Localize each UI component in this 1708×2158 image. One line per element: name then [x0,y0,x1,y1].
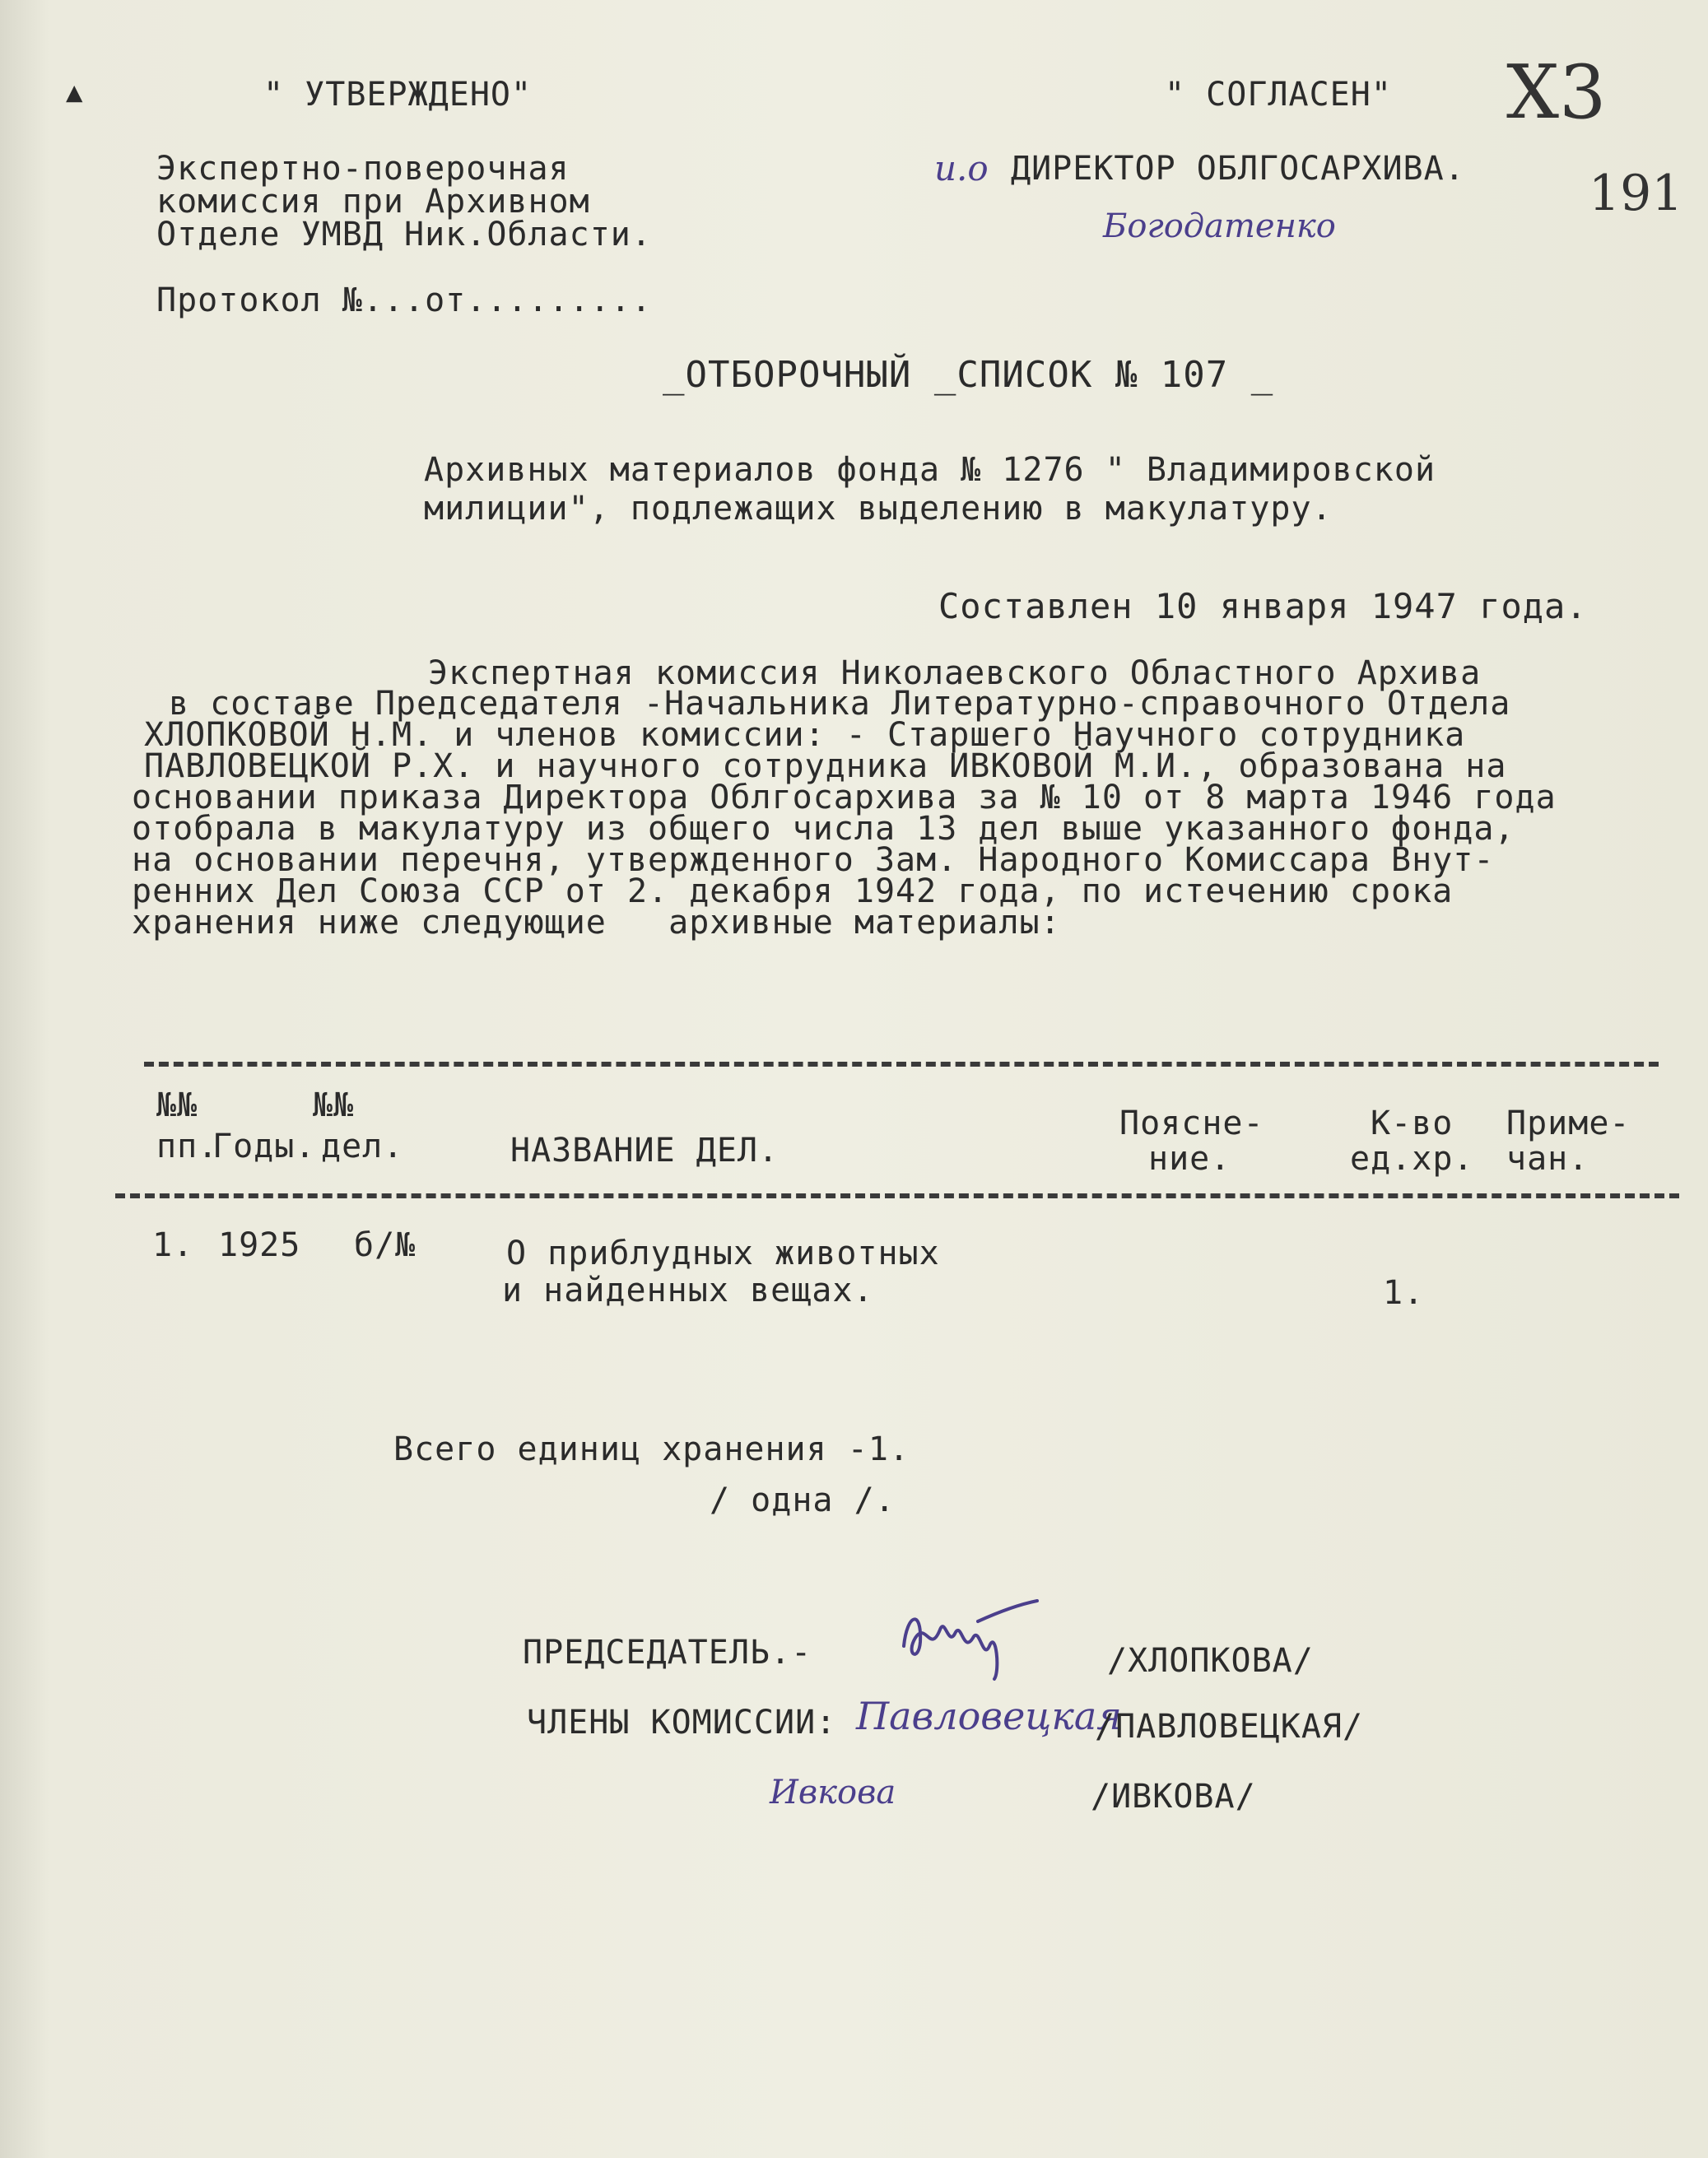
paragraph-line-4: ПАВЛОВЕЦКОЙ Р.Х. и научного сотрудника ИВКОВОЙ М.И., образована на [144,747,1507,785]
subtitle-line-1: Архивных материалов фонда № 1276 " Владимировской [424,451,1436,489]
chair-name: /ХЛОПКОВА/ [1107,1642,1314,1680]
row-num: 1. [152,1226,194,1264]
margin-mark: ▲ [66,76,84,109]
director-prefix: и.о [934,148,989,188]
paragraph-line-6: отобрала в макулатуру из общего числа 13 дел выше указанного фонда, [132,810,1515,848]
row-name-line-2: и найденных вещах. [502,1272,874,1309]
protocol-line: Протокол №...от......... [156,281,652,319]
director-line: ДИРЕКТОР ОБЛГОСАРХИВА. [1011,150,1465,188]
header-num-bottom: пп. [156,1128,219,1165]
director-signature: Богодатенко [1103,207,1336,245]
member2-signature: Ивкова [770,1774,896,1812]
table-rule-top [144,1062,1659,1067]
page-number: 191 [1589,165,1683,222]
approved-line-1: Экспертно-поверочная [156,150,570,188]
paragraph-line-1: Экспертная комиссия Николаевского Областного Архива [428,654,1482,692]
header-case-top: №№ [313,1086,355,1124]
approved-label: " УТВЕРЖДЕНО" [263,76,533,114]
header-years: Годы. [212,1128,316,1165]
paragraph-line-7: на основании перечня, утвержденного Зам. Народного Комиссара Внут- [132,841,1495,879]
member1-signature: Павловецкая [856,1694,1122,1738]
paragraph-line-2: в составе Председателя -Начальника Литературно-справочного Отдела [169,685,1511,723]
header-qty-bottom: ед.хр. [1350,1140,1474,1178]
header-note-bottom: ние. [1148,1140,1231,1178]
chair-signature [897,1597,1045,1687]
header-remark-bottom: чан. [1506,1140,1589,1178]
total-line-1: Всего единиц хранения -1. [393,1430,910,1468]
table-rule-header [115,1193,1679,1198]
date-line: Составлен 10 января 1947 года. [938,586,1588,626]
subtitle-line-2: милиции", подлежащих выделению в макулатуру. [424,490,1333,528]
approved-line-3: Отделе УМВД Ник.Области. [156,216,652,253]
total-line-2: / одна /. [710,1481,896,1519]
members-label: ЧЛЕНЫ КОМИССИИ: [527,1704,837,1742]
document-title: _ОТБОРОЧНЫЙ _СПИСОК № 107 _ [663,354,1274,396]
row-qty: 1. [1383,1274,1425,1312]
header-name: НАЗВАНИЕ ДЕЛ. [510,1132,780,1170]
paragraph-line-3: ХЛОПКОВОЙ Н.М. и членов комиссии: - Старшего Научного сотрудника [144,716,1466,754]
paragraph-line-5: основании приказа Директора Облгосархива за № 10 от 8 марта 1946 года [132,779,1557,816]
agreed-label: " СОГЛАСЕН" [1165,76,1392,114]
row-year: 1925 [218,1226,301,1264]
header-num-top: №№ [156,1086,198,1124]
header-case-bottom: дел. [321,1128,404,1165]
paragraph-line-8: ренних Дел Союза ССР от 2. декабря 1942 года, по истечению срока [132,872,1454,910]
header-qty-top: К-во [1371,1105,1454,1142]
member1-name: /ПАВЛОВЕЦКАЯ/ [1095,1708,1364,1746]
row-name-line-1: О приблудных животных [506,1235,940,1272]
row-case: б/№ [354,1226,417,1264]
chair-label: ПРЕДСЕДАТЕЛЬ.- [523,1634,812,1672]
corner-mark: X3 [1506,49,1607,136]
header-remark-top: Приме- [1506,1105,1631,1142]
header-note-top: Поясне- [1119,1105,1264,1142]
member2-name: /ИВКОВА/ [1091,1778,1256,1816]
approved-line-2: комиссия при Архивном [156,183,590,221]
paragraph-line-9: хранения ниже следующие архивные материалы: [132,904,1061,942]
